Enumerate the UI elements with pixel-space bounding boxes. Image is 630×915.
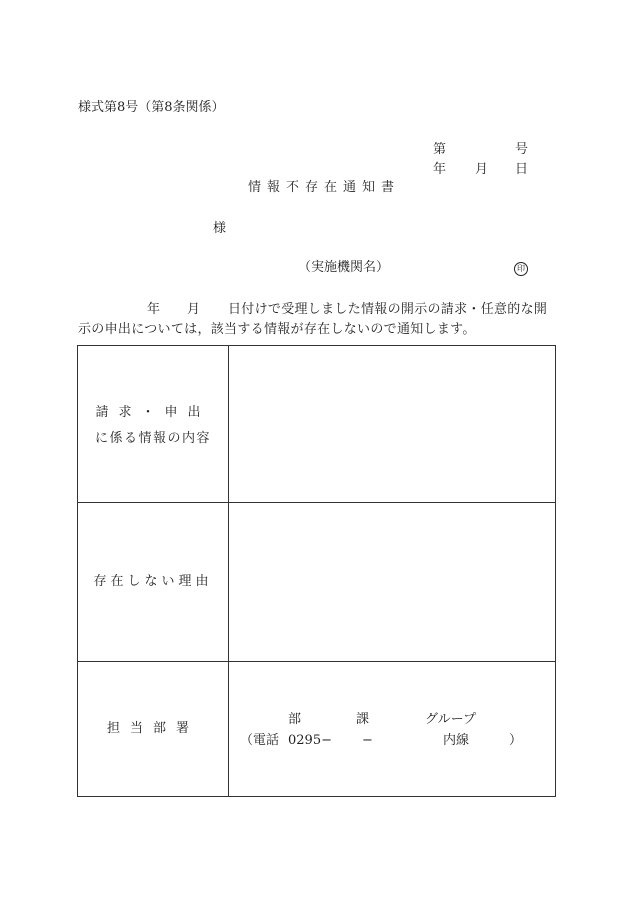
body-text-line1: 日付けで受理しました情報の開示の請求・任意的な開 [228, 302, 548, 317]
row3-label: 担当部署 [106, 721, 199, 736]
phone-close: ） [509, 733, 523, 748]
date-year: 年 [433, 162, 447, 177]
table-divider-1 [77, 502, 556, 503]
body-year: 年 [147, 302, 161, 317]
body-month: 月 [187, 302, 201, 317]
date-month: 月 [475, 162, 489, 177]
phone-naisen: 内線 [443, 733, 470, 748]
table-divider-2 [77, 661, 556, 662]
date-day: 日 [515, 162, 529, 177]
phone-code: 0295− [288, 733, 332, 748]
form-number: 様式第8号（第8条関係） [78, 100, 225, 115]
agency-name-placeholder: （実施機関名） [298, 260, 390, 275]
row1-label-line1: 請求・申出 [95, 405, 211, 420]
dept-bu: 部 [288, 712, 302, 727]
body-text-line2: 示の申出については，該当する情報が存在しないので通知します。 [78, 322, 476, 337]
document-title: 情報不存在通知書 [248, 180, 401, 195]
dept-group: グループ [425, 712, 476, 727]
phone-dash: − [362, 733, 373, 748]
table-border-top [77, 345, 556, 346]
table-column-divider [228, 345, 229, 797]
recipient-suffix: 様 [213, 221, 227, 236]
dept-ka: 課 [356, 712, 370, 727]
doc-number-prefix: 第 [433, 142, 447, 157]
row2-value-field[interactable] [230, 504, 554, 660]
doc-number-suffix: 号 [515, 142, 529, 157]
row2-label: 存在しない理由 [93, 574, 213, 589]
row1-value-field[interactable] [230, 347, 554, 501]
phone-open: （電話 [240, 733, 280, 748]
table-border-bottom [77, 796, 556, 797]
row1-label-line2: に係る情報の内容 [94, 431, 211, 446]
table-border-right [555, 345, 556, 797]
seal-mark [514, 260, 528, 276]
seal-icon: 印 [514, 262, 528, 276]
